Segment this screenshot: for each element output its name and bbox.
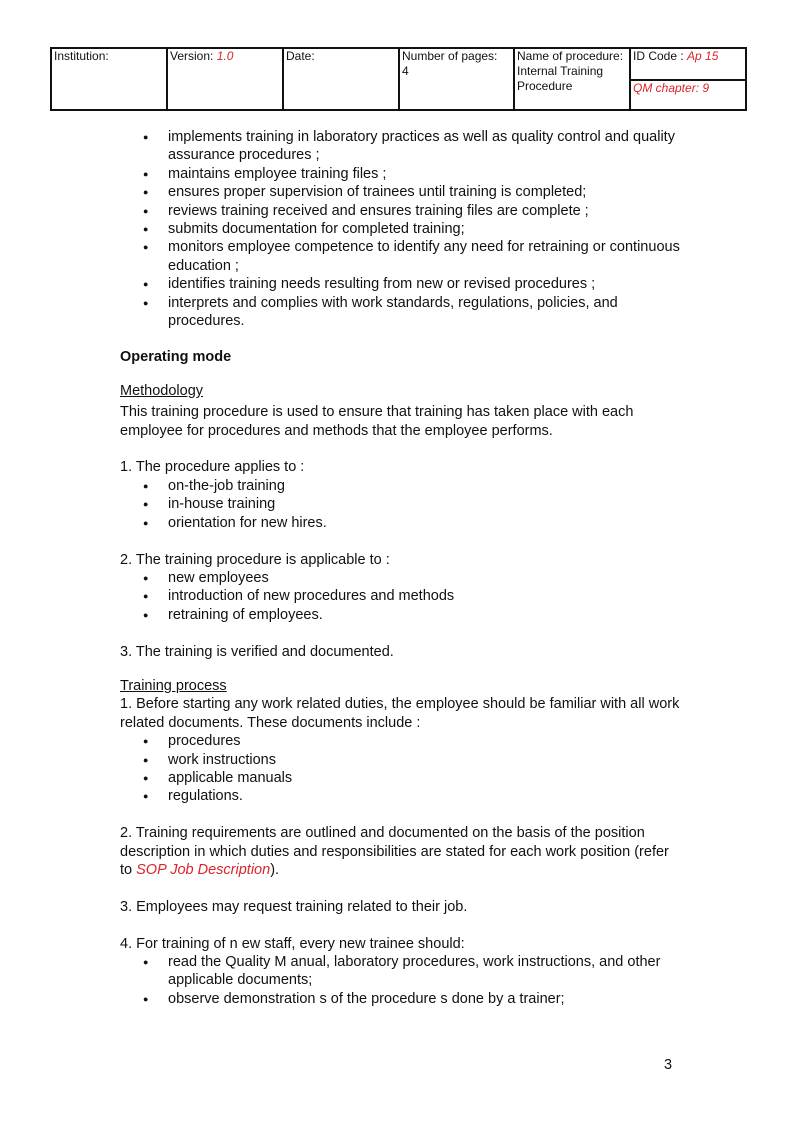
version-label: Version: [170,49,214,63]
methodology-point-3: 3. The training is verified and documented. [120,643,394,660]
version-cell [167,48,283,110]
training-point-2 [120,824,680,879]
list-item: ● work instructions [120,751,680,769]
list-item: ● read the Quality M anual, laboratory procedures, work instructions, and other applicable documents; [120,953,680,990]
list-item: ● implements training in laboratory practices as well as quality control and quality assurance procedures ; [120,128,680,165]
pages-cell [399,48,514,110]
id-code-cell [630,48,746,80]
version-value: 1.0 [216,49,234,63]
responsibilities-list [120,128,680,330]
pages-label: Number of pages: [402,49,498,63]
methodology-point-2: 2. The training procedure is applicable to : [120,551,390,568]
list-item: ● submits documentation for completed training; [120,220,680,238]
training-point-2-text: 2. Training requirements are outlined and documented on the basis of the position description in which duties and responsibilities are stated for each work position (refer to [120,825,669,878]
list-item: ● on-the-job training [120,477,680,495]
methodology-intro: This training procedure is used to ensure that training has taken place with each employee for procedures and methods that the employee performs. [120,404,634,439]
list-item: ● orientation for new hires. [120,514,680,532]
training-point-1-list [120,732,680,806]
methodology-point-1: 1. The procedure applies to : [120,459,305,476]
page-number: 3 [664,1057,673,1073]
id-code-label: ID Code : [633,49,684,63]
list-item: ● monitors employee competence to identify any need for retraining or continuous education ; [120,238,680,275]
pages-value: 4 [402,64,409,78]
institution-label: Institution: [54,49,109,63]
list-item: ● identifies training needs resulting from new or revised procedures ; [120,275,680,293]
training-point-2-end: ). [270,861,280,878]
sop-job-description-link[interactable]: SOP Job Description [136,861,271,878]
training-point-3: 3. Employees may request training related to their job. [120,898,468,915]
list-item: ● retraining of employees. [120,606,680,624]
document-header-table [50,47,747,111]
methodology-point-2-list [120,569,680,624]
training-point-4: 4. For training of n ew staff, every new trainee should: [120,935,465,952]
qm-chapter-value: QM chapter: 9 [633,81,710,95]
list-item: ● regulations. [120,787,680,805]
date-cell [283,48,399,110]
methodology-heading: Methodology [120,382,204,399]
list-item: ● procedures [120,732,680,750]
training-process-heading: Training process [120,677,227,694]
list-item: ● reviews training received and ensures training files are complete ; [120,202,680,220]
list-item: ● interprets and complies with work standards, regulations, policies, and procedures. [120,294,680,331]
list-item: ● new employees [120,569,680,587]
training-point-1: 1. Before starting any work related duties, the employee should be familiar with all work related documents. These documents include : [120,696,680,731]
date-label: Date: [286,49,315,63]
qm-chapter-cell [630,80,746,110]
methodology-point-1-list [120,477,680,532]
list-item: ● maintains employee training files ; [120,165,680,183]
id-code-value: Ap 15 [687,49,719,63]
institution-cell [51,48,167,110]
operating-mode-heading: Operating mode [120,349,232,366]
list-item: ● applicable manuals [120,769,680,787]
procedure-name-value: Internal Training Procedure [517,64,604,93]
training-point-4-list [120,953,680,1008]
list-item: ● in-house training [120,495,680,513]
list-item: ● observe demonstration s of the procedure s done by a trainer; [120,990,680,1008]
page-body [120,128,680,1008]
list-item: ● introduction of new procedures and methods [120,587,680,605]
list-item: ● ensures proper supervision of trainees until training is completed; [120,183,680,201]
procedure-name-cell [514,48,630,110]
procedure-name-label: Name of procedure: [517,49,624,63]
